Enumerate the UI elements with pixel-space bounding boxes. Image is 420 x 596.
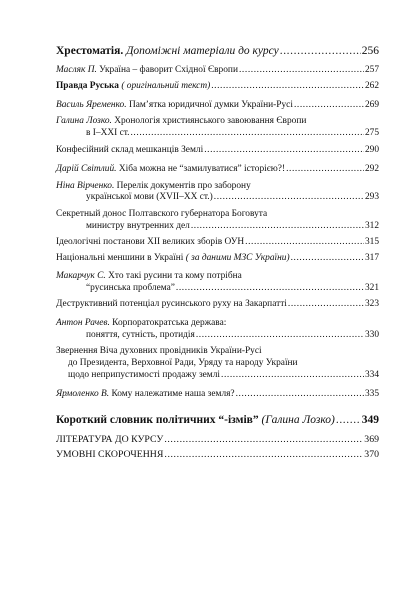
toc-entry-glossary[interactable] — [56, 413, 379, 427]
dot-leader — [294, 100, 364, 112]
page-number: 256 — [361, 45, 379, 57]
entry-note: ( за даними МЗС України) — [183, 252, 290, 263]
page-number: 334 — [364, 369, 379, 380]
toc-entry-cont[interactable] — [56, 330, 379, 342]
entry-title-cont: в І–ХХІ ст. — [86, 128, 130, 139]
toc-entry-line[interactable] — [56, 116, 379, 128]
entry-title: УМОВНІ СКОРОЧЕННЯ — [56, 449, 164, 461]
page-number: 335 — [364, 388, 379, 399]
entry-subtitle: Допоміжні матеріали до курсу — [123, 45, 279, 57]
entry-title: Ідеологічні постанови ХІІ великих зборів ОУН — [56, 236, 245, 247]
dot-leader — [245, 237, 364, 249]
dot-leader — [288, 299, 364, 311]
page-number: 349 — [361, 413, 379, 426]
entry-title: Хіба можна не “замилуватися” історією?! — [116, 163, 286, 174]
entry-title: Національні меншини в Україні — [56, 252, 184, 263]
toc-entry-cont[interactable] — [56, 370, 379, 382]
dot-leader — [286, 164, 364, 176]
page-number: 323 — [364, 298, 379, 309]
entry-title-cont: щодо неприпустимості продажу землі — [68, 369, 221, 380]
toc-entry[interactable] — [56, 100, 379, 112]
dot-leader — [236, 389, 364, 401]
dot-leader — [221, 370, 364, 382]
entry-author: Дарій Світлий. — [56, 163, 117, 174]
dot-leader — [164, 449, 363, 461]
entry-title-cont: министру внутренних дел — [86, 220, 190, 231]
dot-leader — [204, 145, 364, 157]
page-number: 262 — [364, 80, 379, 91]
entry-author: Галина Лозко. — [56, 116, 112, 127]
page-number: 290 — [364, 144, 379, 155]
entry-title: Пам’ятка юридичної думки України-Русі — [126, 99, 293, 110]
page-number: 275 — [364, 128, 379, 139]
entry-title: Хронологія християнського завоювання Європи — [111, 116, 307, 127]
entry-author: Ніна Вірченко. — [56, 180, 115, 191]
dot-leader — [211, 81, 364, 93]
toc-entry-abbreviations[interactable] — [56, 449, 379, 461]
page-number: 370 — [364, 449, 379, 461]
entry-title: Перелік документів про заборону — [114, 180, 251, 191]
page-number: 369 — [364, 433, 379, 445]
dot-leader — [214, 192, 364, 204]
page-number: 315 — [364, 236, 379, 247]
entry-author: Ярмоленко В. — [56, 388, 110, 399]
toc-entry-chrestomatia[interactable] — [56, 44, 379, 58]
toc-entry-cont[interactable] — [56, 221, 379, 233]
dot-leader — [130, 128, 363, 140]
page-number: 257 — [364, 65, 379, 75]
entry-title: Конфесійний склад мешканців Землі — [56, 144, 204, 155]
entry-author: Василь Яременко. — [56, 99, 127, 110]
toc-entry[interactable] — [56, 164, 379, 176]
dot-leader — [336, 413, 361, 427]
toc-entry-line[interactable] — [56, 318, 379, 330]
dot-leader — [191, 221, 364, 233]
entry-title: Хрестоматія. — [56, 45, 124, 57]
entry-title: ЛІТЕРАТУРА ДО КУРСУ — [56, 433, 164, 445]
entry-title-cont: “русинська проблема” — [86, 283, 175, 294]
toc-entry-line[interactable]: до Президента, Верховної Ради, Уряду та народу України — [68, 358, 298, 369]
page-number: 292 — [364, 163, 379, 174]
entry-title: Короткий словник політичних “-ізмів” — [56, 413, 259, 426]
toc-entry[interactable] — [56, 237, 379, 249]
toc-entry-line[interactable]: Секретный донос Полтавского губернатора Боговута — [56, 209, 268, 220]
dot-leader — [239, 65, 364, 77]
page-number: 321 — [364, 283, 379, 294]
dot-leader — [196, 330, 364, 342]
entry-title: Хто такі русини та кому потрібна — [105, 271, 242, 282]
toc-entry[interactable] — [56, 389, 379, 401]
toc-entry-line[interactable] — [56, 271, 379, 283]
toc-entry-line[interactable]: Звернення Віча духовних провідників України-Русі — [56, 346, 262, 357]
entry-title-cont: поняття, сутність, протидія — [86, 329, 195, 340]
entry-author: Масляк П. — [56, 65, 97, 75]
dot-leader — [280, 44, 361, 58]
toc-entry[interactable] — [56, 81, 379, 93]
entry-title: Україна – фаворит Східної Європи — [96, 65, 238, 75]
entry-note: ( оригінальний текст) — [121, 80, 211, 91]
entry-title: Кому належатиме наша земля? — [109, 388, 235, 399]
toc-entry[interactable] — [56, 145, 379, 157]
entry-author: Антон Рачев. — [56, 317, 110, 328]
page-number: 312 — [364, 220, 379, 231]
toc-entry[interactable] — [56, 299, 379, 311]
entry-title-cont: української мови (ХVІІ–ХХ ст.) — [86, 192, 213, 203]
dot-leader — [176, 283, 364, 295]
page-number: 330 — [364, 329, 379, 340]
entry-note: (Галина Лозко) — [258, 413, 335, 426]
entry-title: Корпоратократська держава: — [109, 317, 227, 328]
toc-entry-cont[interactable] — [56, 192, 379, 204]
entry-author: Макарчук С. — [56, 271, 106, 282]
toc-entry-literature[interactable] — [56, 434, 379, 446]
toc-entry-cont[interactable] — [56, 283, 379, 295]
page-number: 293 — [364, 192, 379, 203]
dot-leader — [291, 253, 364, 265]
page-number: 269 — [364, 99, 379, 110]
entry-title: Деструктивний потенціал русинського руху на Закарпатті — [56, 298, 287, 309]
toc-entry-line[interactable] — [56, 181, 379, 193]
toc-entry[interactable] — [56, 253, 379, 265]
entry-title: Правда Руська — [56, 80, 119, 91]
table-of-contents — [56, 44, 379, 461]
page-number: 317 — [364, 252, 379, 263]
toc-entry-cont[interactable] — [56, 128, 379, 140]
dot-leader — [164, 434, 363, 446]
toc-entry[interactable] — [56, 65, 379, 77]
